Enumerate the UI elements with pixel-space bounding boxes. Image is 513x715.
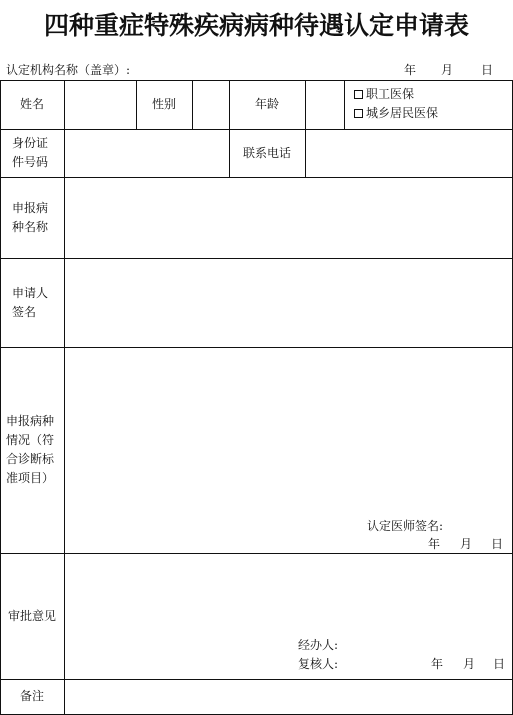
disease-name-label: 申报病 种名称 bbox=[12, 200, 49, 234]
header-date-day: 日 bbox=[481, 63, 494, 77]
insurance-option-label: 城乡居民医保 bbox=[366, 106, 439, 120]
column-divider bbox=[344, 80, 345, 129]
remarks-field[interactable] bbox=[65, 680, 512, 714]
reviewer-label: 复核人: bbox=[298, 657, 339, 671]
doctor-signature-label: 认定医师签名: bbox=[367, 519, 444, 533]
checkbox-icon[interactable] bbox=[354, 109, 363, 118]
doctor-date-day: 日 bbox=[491, 537, 504, 551]
phone-label: 联系电话 bbox=[242, 145, 291, 160]
doctor-date-year: 年 bbox=[428, 537, 441, 551]
gender-label: 性别 bbox=[151, 97, 176, 111]
disease-name-field[interactable] bbox=[65, 178, 512, 258]
approval-date-day: 日 bbox=[493, 657, 506, 671]
institution-label: 认定机构名称（盖章）: bbox=[6, 63, 131, 77]
age-label: 年龄 bbox=[254, 97, 279, 111]
doctor-date-month: 月 bbox=[460, 537, 473, 551]
approval-field[interactable] bbox=[65, 554, 512, 634]
insurance-option-employee[interactable] bbox=[354, 86, 414, 102]
age-field[interactable] bbox=[306, 81, 344, 129]
id-number-label: 身份证 件号码 bbox=[12, 136, 49, 169]
remarks-label: 备注 bbox=[19, 689, 44, 703]
insurance-option-resident[interactable] bbox=[354, 105, 438, 121]
checkbox-icon[interactable] bbox=[354, 90, 363, 99]
handler-label: 经办人: bbox=[298, 638, 339, 652]
name-field[interactable] bbox=[65, 81, 136, 129]
condition-field[interactable] bbox=[65, 348, 512, 518]
gender-field[interactable] bbox=[193, 81, 229, 129]
name-label: 姓名 bbox=[19, 97, 44, 111]
header-date-year: 年 bbox=[404, 63, 417, 77]
phone-field[interactable] bbox=[306, 130, 512, 177]
applicant-signature-label: 申请人 签名 bbox=[12, 285, 49, 319]
id-number-field[interactable] bbox=[65, 130, 229, 177]
approval-label: 审批意见 bbox=[7, 608, 56, 623]
form-title: 四种重症特殊疾病病种待遇认定申请表 bbox=[43, 11, 469, 40]
header-date-month: 月 bbox=[441, 63, 454, 77]
applicant-signature-field[interactable] bbox=[65, 259, 512, 347]
approval-date-month: 月 bbox=[463, 657, 476, 671]
approval-date-year: 年 bbox=[431, 657, 444, 671]
condition-label: 申报病种 情况（符 合诊断标 准项目） bbox=[6, 414, 55, 485]
insurance-option-label: 职工医保 bbox=[366, 87, 415, 101]
